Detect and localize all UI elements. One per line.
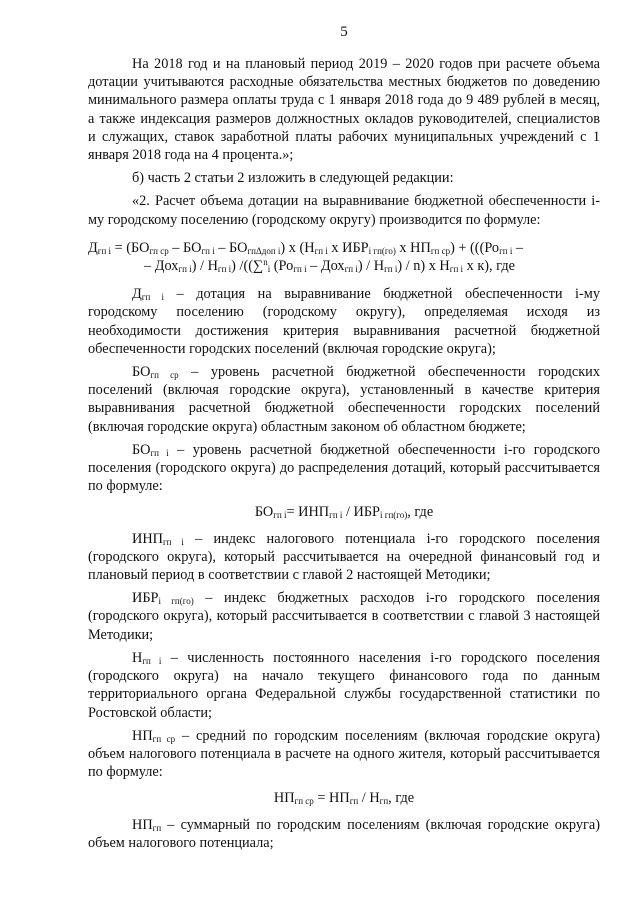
page-number: 5 <box>340 24 348 40</box>
definition-inp: $ИНП_{гп i}$ – индекс налогового потенциала i-го городского поселения (городского округа), который рассчитывается на очередной финансовый год и плановый период в соответствии с главой 2 настоящей Методики; <box>88 530 600 584</box>
definition-bo-i: $БО_{гп i}$ – уровень расчетной бюджетной обеспеченности i-го городского поселения (городского округа) до распределения дотаций, который рассчитывается по формуле: <box>88 441 600 495</box>
definition-np-total: $НП_{гп}$ – суммарный по городским поселениям (включая городские округа) объем налогового потенциала; <box>88 816 600 851</box>
definition-dotation: $Д_{гп i}$ – дотация на выравнивание бюджетной обеспеченности i-му городскому поселению (городскому округу), определяемая исходя из необходимости достижения критерия выравнивания расчетной бюджетной обеспеченности городских поселений (включая городские округа); <box>88 286 600 357</box>
definition-ibr: $ИБР_{i гп(го)}$ – индекс бюджетных расходов i-го городского поселения (городского округа), который рассчитывается в соответствии с главой 3 настоящей Методики; <box>88 590 600 643</box>
paragraph-calc-intro: «2. Расчет объема дотации на выравнивание бюджетной обеспеченности i-му городскому поселению (городскому округу) производится по формуле: <box>88 193 600 228</box>
document-page <box>88 24 600 857</box>
paragraph-part2: б) часть 2 статьи 2 изложить в следующей редакции: <box>132 170 454 187</box>
formula-np: $НП_{гп ср} = НП_{гп} / Н_{гп}$, где <box>273 790 415 807</box>
formula-bo: $БО_{гп i}= ИНП_{гп i} / ИБР_{i гп(го)}$, где <box>254 504 434 521</box>
definition-np-avg: $НП_{гп ср}$ – средний по городским поселениям (включая городские округа) объем налогового потенциала в расчете на одного жителя, который рассчитывается по формуле: <box>88 727 600 781</box>
formula-main: $Д_{гп i} = (БО_{гп ср} - БО_{гп i} - БО_{гп\Delta доп i})$ х ($Н_{гп i}$ х $ИБР_{i гп(го)}$ х $НП_{гп ср}) + (((Ро_{гп i}$ – – $Дох_{гп i}) / Н_{гп i}$) /((∑$^n_i$ $(Ро_{гп i} - Дох_{гп i}) / Н_{гп i}) / n$) х $Н_{гп i}$ х к), где <box>88 239 524 275</box>
definition-bo-avg: $БО_{гп ср}$ – уровень расчетной бюджетной обеспеченности городских поселений (включая городские округа), установленный в качестве критерия выравнивания расчетной бюджетной обеспеченности городских поселений (включая городские округа) областным законом об областном бюджете; <box>88 364 600 435</box>
paragraph-mrot: На 2018 год и на плановый период 2019 – 2020 годов при расчете объема дотации учитываются расходные обязательства местных бюджетов по доведению минимального размера оплаты труда с 1 января 2018 года до 9 489 рублей в месяц, а также индексация размеров должностных окладов руководителей, специалистов и служащих, ставок заработной платы рабочих муниципальных учреждений с 1 января 2018 года на 4 процента.»; <box>88 56 600 164</box>
definition-population: $Н_{гп i}$ – численность постоянного населения i-го городского поселения (городского округа) на начало текущего финансового года по данным территориального органа Федеральной службы государственной статистики по Ростовской области; <box>88 649 600 721</box>
